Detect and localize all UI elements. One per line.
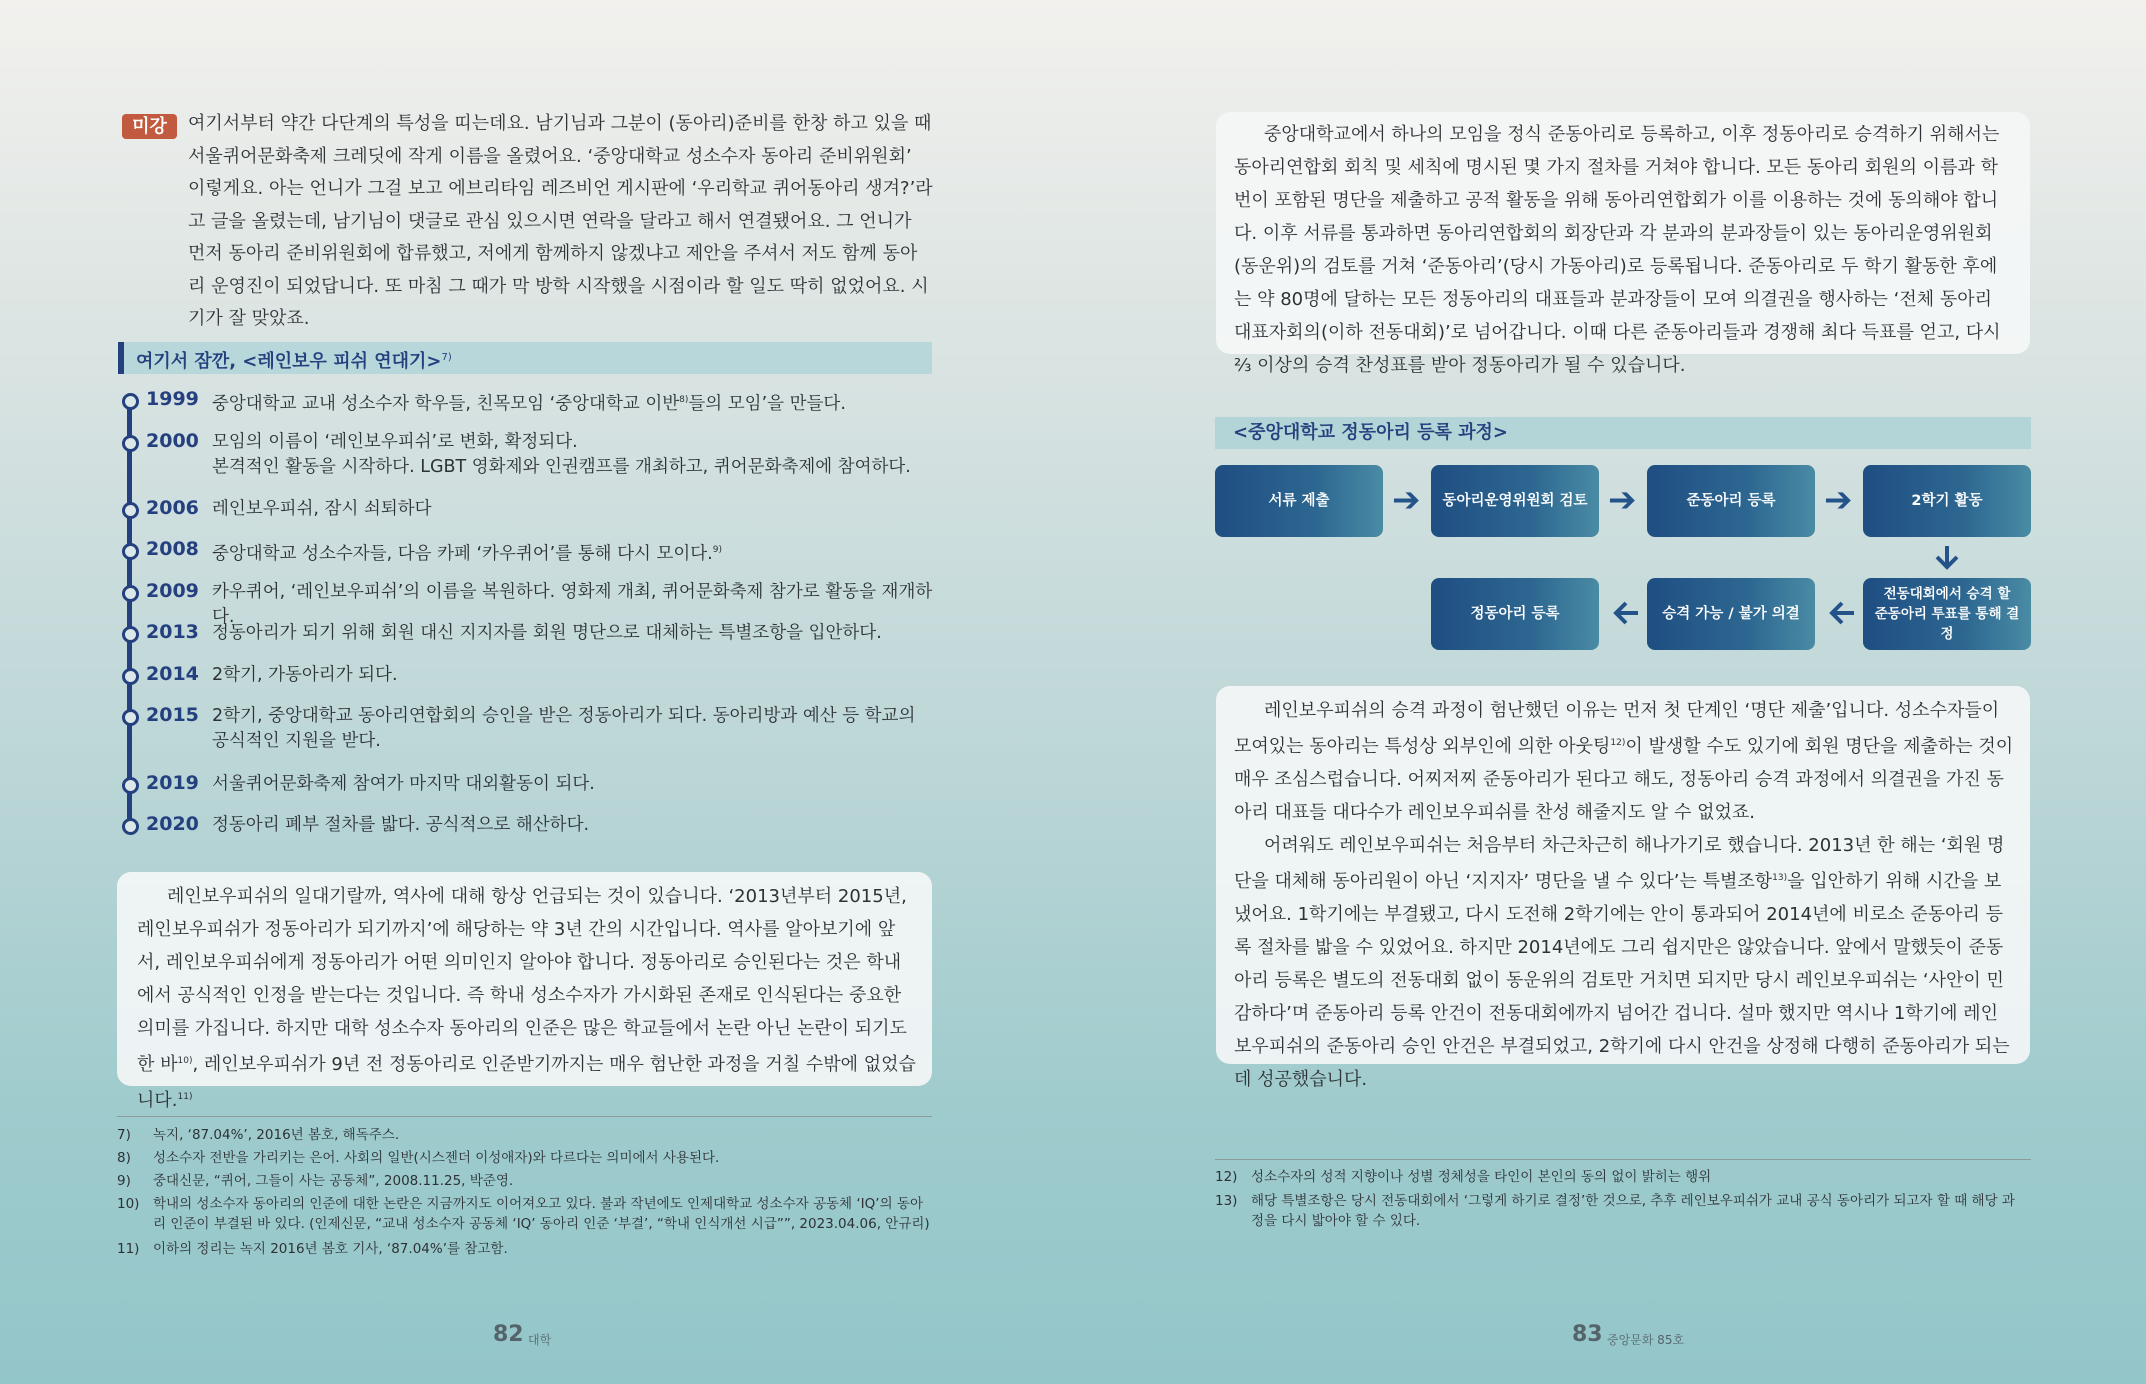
timeline-year: 1999	[146, 388, 199, 410]
timeline-text: 정동아리 폐부 절차를 밟다. 공식적으로 해산하다.	[212, 815, 590, 835]
history-paragraph: 레인보우피쉬의 일대기랄까, 역사에 대해 항상 언급되는 것이 있습니다. ‘2013년부터 2015년, 레인보우피쉬가 정동아리가 되기까지’에 해당하는 약 3년 간의 시간입니다. 역사를 알아보기에 앞서, 레인보우피쉬에게 정동아리가 어떤 의미인지 알아야 합니다. 정동아리로 승인된다는 것은 학내에서 공식적인 인정을 받는다는 것입니다. 즉 학내 성소수자가 가시화된 존재로 인식된다는 중요한 의미를 가집니다. 하지만 대학 성소수자 동아리의 인준은 많은 학교들에서 논란 아닌 논란이 되기도 한 바$^{10)}$, 레인보우피쉬가 9년 전 정동아리로 인준받기까지는 매우 험난한 과정을 거칠 수밖에 없었습니다.$^{11)}$	[137, 886, 916, 1111]
flow-step-assembly-vote: 전동대회에서 승격 할 준동아리 투표를 통해 결정	[1863, 578, 2031, 650]
footnote: 9) 중대신문, “퀴어, 그들이 사는 공동체”, 2008.11.25, 박준영.	[117, 1173, 514, 1189]
timeline-dot	[122, 818, 139, 835]
timeline-dot	[122, 626, 139, 643]
timeline-text: 카우퀴어, ‘레인보우피쉬’의 이름을 복원하다. 영화제 개최, 퀴어문화축제 참가로 활동을 재개하다.	[212, 582, 933, 627]
arrow-left-icon	[1612, 599, 1640, 627]
interview-text: 여기서부터 약간 다단계의 특성을 띠는데요. 남기님과 그분이 (동아리)준비를 한창 하고 있을 때 서울퀴어문화축제 크레딧에 작게 이름을 올렸어요. ‘중앙대학교 성소수자 동아리 준비위원회’ 이렇게요. 아는 언니가 그걸 보고 에브리타임 레즈비언 게시판에 ‘우리학교 퀴어동아리 생겨?’라고 글을 올렸는데, 남기님이 댓글로 관심 있으시면 연락을 달라고 해서 연결됐어요. 그 언니가 먼저 동아리 준비위원회에 합류했고, 저에게 함께하지 않겠냐고 제안을 주셔서 저도 함께 동아리 운영진이 되었답니다. 또 마침 그 때가 막 방학 시작했을 시점이라 할 일도 딱히 없었어요. 시기가 잘 맞았죠.	[188, 113, 933, 329]
struggle-paragraph-2: 어려워도 레인보우피쉬는 처음부터 차근차근히 해나가기로 했습니다. 2013년 한 해는 ‘회원 명단을 대체해 동아리원이 아닌 ‘지지자’ 명단을 낼 수 있다’는 특별조항$^{13)}$을 입안하기 위해 시간을 보냈어요. 1학기에는 부결됐고, 다시 도전해 2학기에는 안이 통과되어 2014년에 비로소 준동아리 등록 절차를 밟을 수 있었어요. 하지만 2014년에도 그리 쉽지만은 않았습니다. 앞에서 말했듯이 준동아리 등록은 별도의 전동대회 없이 동운위의 검토만 거치면 되지만 당시 레인보우피쉬는 ‘사안이 민감하다’며 준동아리 등록 안건이 전동대회에까지 넘어간 겁니다. 설마 했지만 역시나 1학기에 레인보우피쉬의 준동아리 승인 안건은 부결되었고, 2학기에 다시 안건을 상정해 다행히 준동아리가 되는 데 성공했습니다.	[1234, 835, 2010, 1090]
timeline-year: 2020	[146, 813, 199, 835]
page-number: 82	[493, 1322, 524, 1347]
timeline-dot	[122, 709, 139, 726]
arrow-right-icon: ➔	[1824, 480, 1853, 520]
timeline-dot	[122, 585, 139, 602]
process-card	[1216, 112, 2030, 376]
flow-step-official: 정동아리 등록	[1431, 578, 1599, 650]
timeline-year: 2015	[146, 704, 199, 726]
footnote: 7) 녹지, ‘87.04%’, 2016년 봄호, 해독주스.	[117, 1127, 400, 1143]
timeline-dot	[122, 543, 139, 560]
timeline-dot	[122, 435, 139, 452]
timeline-text: 중앙대학교 성소수자들, 다음 카페 ‘카우퀴어’를 통해 다시 모이다.$^{9)}$	[212, 543, 722, 564]
process-paragraph: 중앙대학교에서 하나의 모임을 정식 준동아리로 등록하고, 이후 정동아리로 승격하기 위해서는 동아리연합회 회칙 및 세칙에 명시된 몇 가지 절차를 거쳐야 합니다. 모든 동아리 회원의 이름과 학번이 포함된 명단을 제출하고 공적 활동을 위해 동아리연합회가 이를 이용하는 것에 동의해야 합니다. 이후 서류를 통과하면 동아리연합회의 회장단과 각 분과의 분과장들이 있는 동아리운영위원회(동운위)의 검토를 거쳐 ‘준동아리’(당시 가동아리)로 등록됩니다. 준동아리로 두 학기 활동한 후에는 약 80명에 달하는 모든 정동아리의 대표들과 분과장들이 모여 의결권을 행사하는 ‘전체 동아리 대표자회의(이하 전동대회)’로 넘어갑니다. 이때 다른 준동아리들과 경쟁해 최다 득표를 얻고, 다시 ⅔ 이상의 승격 찬성표를 받아 정동아리가 될 수 있습니다.	[1234, 124, 2001, 376]
footnote-ref: 7)	[441, 352, 452, 363]
flow-step-vote-result: 승격 가능 / 불가 의결	[1647, 578, 1815, 650]
flow-step-review: 동아리운영위원회 검토	[1431, 465, 1599, 537]
timeline-text: 정동아리가 되기 위해 회원 대신 지지자를 회원 명단으로 대체하는 특별조항을 입안하다.	[212, 623, 882, 643]
struggle-card	[1216, 686, 2030, 1090]
timeline-line	[127, 395, 132, 825]
footnote: 13) 해당 특별조항은 당시 전동대회에서 ‘그렇게 하기로 결정’한 것으로, 추후 레인보우피쉬가 교내 공식 동아리가 되고자 할 때 해당 과 정을 다시 밟아야 할 수 있다.	[1215, 1193, 2015, 1229]
timeline-text: 2학기, 가동아리가 되다.	[212, 665, 398, 685]
interview-paragraph	[188, 108, 933, 336]
arrow-right-icon: ➔	[1608, 480, 1637, 520]
timeline-year: 2013	[146, 621, 199, 643]
footnote: 12) 성소수자의 성적 지향이나 성별 정체성을 타인이 본인의 동의 없이 밝히는 행위	[1215, 1169, 1712, 1185]
page-number: 83	[1572, 1322, 1603, 1347]
footnote: 10) 학내의 성소수자 동아리의 인준에 대한 논란은 지금까지도 이어져오고 있다. 불과 작년에도 인제대학교 성소수자 공동체 ‘IQ’의 동아 리 인준이 부결된 바 있다. (인제신문, “교내 성소수자 공동체 ‘IQ’ 동아리 인준 ‘부결’, “학내 인식개선 시급””, 2023.04.06, 안규리)	[117, 1196, 930, 1232]
timeline-text: 2학기, 중앙대학교 동아리연합회의 승인을 받은 정동아리가 되다. 동아리방과 예산 등 학교의 공식적인 지원을 받다.	[212, 706, 916, 751]
timeline-dot	[122, 502, 139, 519]
struggle-paragraph-1: 레인보우피쉬의 승격 과정이 험난했던 이유는 먼저 첫 단계인 ‘명단 제출’입니다. 성소수자들이 모여있는 동아리는 특성상 외부인에 의한 아웃팅$^{12)}$이 발생할 수도 있기에 회원 명단을 제출하는 것이 매우 조심스럽습니다. 어찌저찌 준동아리가 된다고 해도, 정동아리 승격 과정에서 의결권을 가진 동아리 대표들 대다수가 레인보우피쉬를 찬성 해줄지도 알 수 없었죠.	[1234, 700, 2014, 823]
footnote-divider	[1215, 1159, 2031, 1160]
timeline-dot	[122, 668, 139, 685]
page-label: 중앙문화 85호	[1607, 1333, 1685, 1347]
footnote-divider	[117, 1116, 932, 1117]
timeline-text: 중앙대학교 교내 성소수자 학우들, 친목모임 ‘중앙대학교 이반$^{8)}$들의 모임’을 만들다.	[212, 393, 846, 414]
history-card	[117, 872, 932, 1111]
timeline-section-title	[118, 342, 932, 374]
arrow-right-icon: ➔	[1392, 480, 1421, 520]
arrow-down-icon	[1932, 544, 1962, 570]
timeline-year: 2009	[146, 580, 199, 602]
timeline-text: 모임의 이름이 ‘레인보우피쉬’로 변화, 확정되다. 본격적인 활동을 시작하다. LGBT 영화제와 인권캠프를 개최하고, 퀴어문화축제에 참여하다.	[212, 432, 911, 477]
timeline-year: 2000	[146, 430, 199, 452]
speaker-tag: 미강	[122, 114, 177, 139]
timeline-dot	[122, 777, 139, 794]
flow-step-register: 준동아리 등록	[1647, 465, 1815, 537]
footnote: 8) 성소수자 전반을 가리키는 은어. 사회의 일반(시스젠더 이성애자)와 다르다는 의미에서 사용된다.	[117, 1150, 720, 1166]
timeline-title-text: 여기서 잠깐, <레인보우 피쉬 연대기>	[136, 351, 442, 372]
timeline-dot	[122, 393, 139, 410]
timeline-year: 2014	[146, 663, 199, 685]
arrow-left-icon	[1828, 599, 1856, 627]
flow-title: <중앙대학교 정동아리 등록 과정>	[1215, 417, 2031, 449]
flow-step-submit: 서류 제출	[1215, 465, 1383, 537]
timeline-text: 서울퀴어문화축제 참여가 마지막 대외활동이 되다.	[212, 774, 595, 794]
timeline-text: 레인보우피쉬, 잠시 쇠퇴하다	[212, 499, 432, 519]
timeline-year: 2019	[146, 772, 199, 794]
flow-step-activity: 2학기 활동	[1863, 465, 2031, 537]
page-label: 대학	[528, 1333, 552, 1347]
footnote: 11) 이하의 정리는 녹지 2016년 봄호 기사, ‘87.04%’를 참고함.	[117, 1241, 508, 1257]
timeline-year: 2008	[146, 538, 199, 560]
timeline-year: 2006	[146, 497, 199, 519]
